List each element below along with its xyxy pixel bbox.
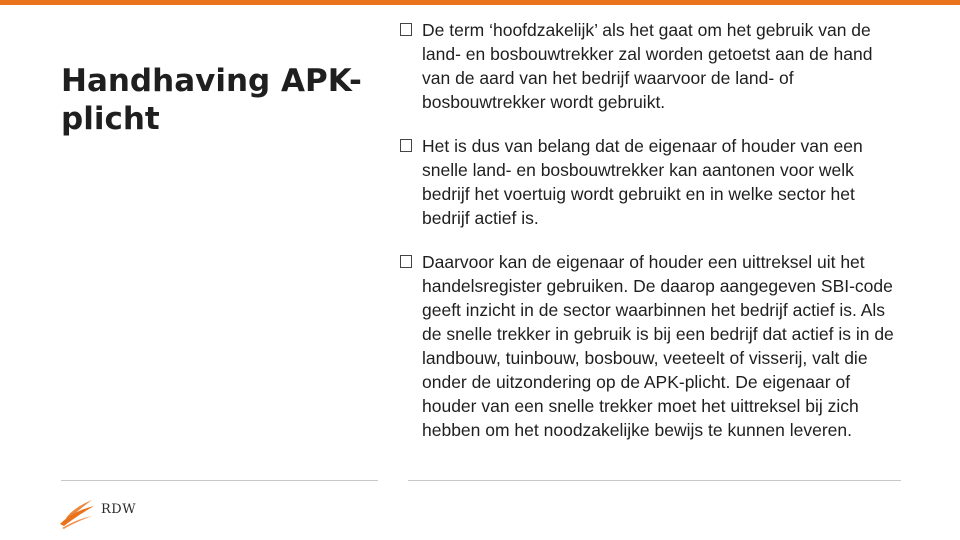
bullet-item [400, 250, 900, 442]
rdw-swoosh-icon [58, 496, 98, 530]
bullet-text: Het is dus van belang dat de eigenaar of houder van een snelle land- en bosbouwtrekker kan aantonen voor welk bedrijf het voertuig wordt gebruikt en in welke sector het bedrijf actief is. [422, 136, 863, 228]
checkbox-bullet-icon [400, 255, 412, 268]
checkbox-bullet-icon [400, 23, 412, 36]
checkbox-bullet-icon [400, 139, 412, 152]
bullet-item [400, 134, 900, 230]
footer-divider-left [61, 480, 378, 481]
bullet-text: Daarvoor kan de eigenaar of houder een uittreksel uit het handelsregister gebruiken. De daarop aangegeven SBI-code geeft inzicht in de sector waarbinnen het bedrijf actief is. Als de snelle trekker in gebruik is bij een bedrijf dat actief is in de landbouw, tuinbouw, bosbouw, veeteelt of visserij, valt die onder de uitzondering op de APK-plicht. De eigenaar of houder van een snelle trekker moet het uittreksel bij zich hebben om het noodzakelijke bewijs te kunnen leveren. [422, 252, 894, 440]
logo-text: RDW [101, 502, 137, 517]
bullet-item [400, 18, 900, 114]
slide-title: Handhaving APK-plicht [61, 63, 362, 137]
rdw-logo [58, 496, 178, 530]
bullet-text: De term ‘hoofdzakelijk’ als het gaat om het gebruik van de land- en bosbouwtrekker zal worden getoetst aan de hand van de aard van het bedrijf waarvoor de land- of bosbouwtrekker wordt gebruikt. [422, 20, 873, 112]
top-accent-bar [0, 0, 960, 5]
footer-divider-right [408, 480, 901, 481]
bullet-list [400, 18, 900, 462]
